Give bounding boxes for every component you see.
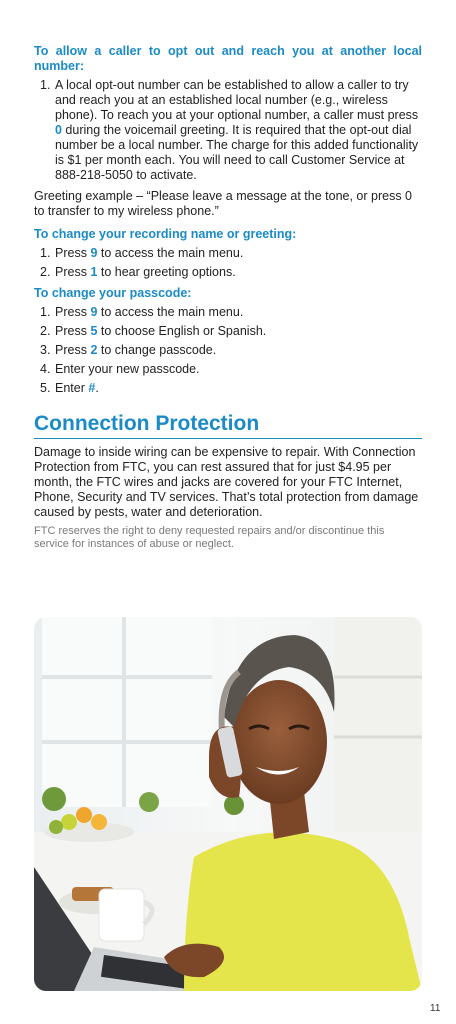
page-content	[34, 44, 422, 551]
list-item	[34, 324, 422, 339]
key-label: 1	[90, 265, 98, 279]
step-text: to change passcode.	[97, 343, 217, 357]
list-item	[34, 381, 422, 396]
step-text: Press	[55, 246, 91, 260]
key-label: 5	[90, 324, 98, 338]
list-item	[34, 246, 422, 261]
list-number: 2.	[40, 324, 51, 338]
step-text: Press	[55, 324, 91, 338]
disclaimer: FTC reserves the right to deny requested repairs and/or discontinue this service for instances of abuse or neglect.	[34, 525, 385, 550]
step-text: to choose English or Spanish.	[97, 324, 267, 338]
key-label: 2	[90, 343, 98, 357]
list-number: 1.	[40, 78, 51, 92]
step-text: .	[95, 381, 99, 395]
list-number: 3.	[40, 343, 51, 357]
change-greeting-heading: To change your recording name or greeting:	[34, 227, 297, 241]
change-greeting-list	[34, 246, 422, 280]
list-number: 5.	[40, 381, 51, 395]
list-item	[34, 78, 422, 183]
optout-heading: To allow a caller to opt out and reach you at another local number:	[34, 44, 422, 73]
step-text: to access the main menu.	[97, 305, 244, 319]
section-body: Damage to inside wiring can be expensive to repair. With Connection Protection from FTC, you can rest assured that for just $4.95 per month, the FTC wires and jacks are covered for your FTC Internet, Phone, Security and TV services. That’s total protection from damage caused by pests, water and deterioration.	[34, 445, 419, 519]
step-text: Press	[55, 305, 91, 319]
photo-illustration	[34, 617, 422, 991]
list-item	[34, 362, 422, 377]
key-label: 9	[90, 246, 98, 260]
woman-on-phone-photo	[34, 617, 422, 991]
list-item	[34, 265, 422, 280]
key-label: #	[88, 381, 96, 395]
greeting-example: Greeting example – “Please leave a message at the tone, or press 0 to transfer to my wireless phone.”	[34, 189, 412, 218]
list-number: 1.	[40, 305, 51, 319]
page-number: 11	[430, 1003, 441, 1014]
section-title: Connection Protection	[34, 412, 422, 439]
step-text: Press	[55, 265, 91, 279]
step-text: Enter	[55, 381, 89, 395]
list-number: 1.	[40, 246, 51, 260]
step-text: to hear greeting options.	[97, 265, 236, 279]
optout-text-pre: A local opt-out number can be established to allow a caller to try and reach you at an established local number (e.g., wireless phone). To reach you at your optional number, a caller must press	[55, 78, 419, 122]
change-passcode-heading: To change your passcode:	[34, 286, 192, 300]
optout-text-post: during the voicemail greeting. It is required that the opt-out dial number be a local number. The charge for this added functionality is $1 per month each. You will need to call Customer Service at 888-218-5050 to activate.	[55, 123, 419, 182]
key-label: 0	[55, 123, 62, 137]
list-item	[34, 343, 422, 358]
list-number: 2.	[40, 265, 51, 279]
list-item	[34, 305, 422, 320]
step-text: Press	[55, 343, 91, 357]
key-label: 9	[90, 305, 98, 319]
optout-list	[34, 78, 422, 183]
change-passcode-list	[34, 305, 422, 396]
step-text: Enter your new passcode.	[55, 362, 200, 376]
list-number: 4.	[40, 362, 51, 376]
step-text: to access the main menu.	[97, 246, 244, 260]
